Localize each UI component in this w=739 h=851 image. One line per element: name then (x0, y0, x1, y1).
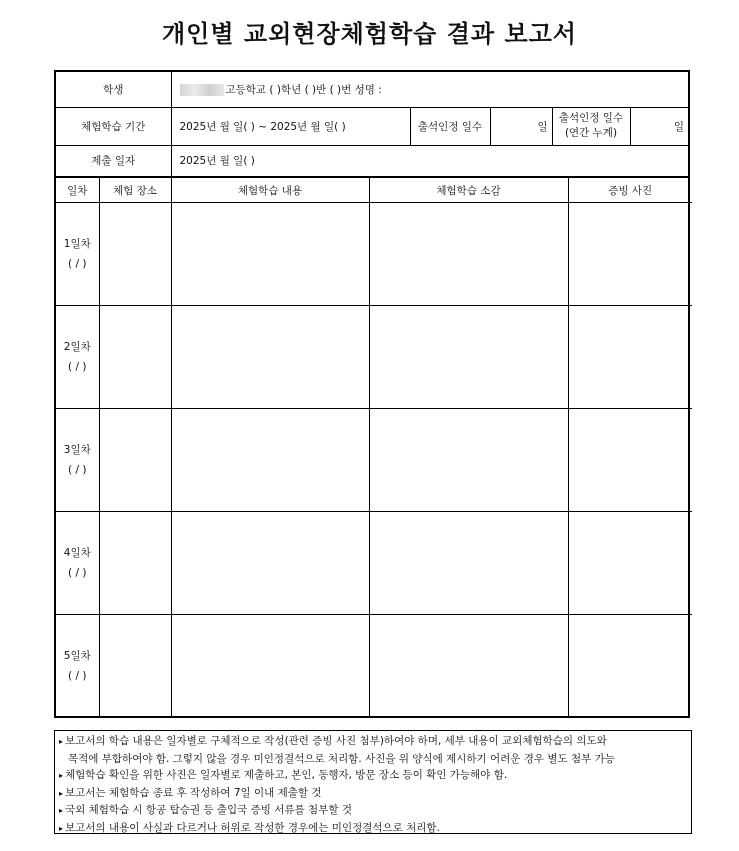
col-day: 일차 (56, 178, 99, 203)
redacted-school-name (180, 84, 224, 96)
note-line: ▸ 보고서는 체험학습 종료 후 작성하여 7일 이내 제출할 것 (59, 786, 322, 799)
attendance-field[interactable]: 일 (490, 107, 552, 145)
info-table (56, 72, 688, 178)
day-label: 5일차 ( / ) (56, 615, 99, 718)
place-cell[interactable] (99, 512, 171, 615)
impression-cell[interactable] (369, 409, 568, 512)
content-cell[interactable] (171, 615, 369, 718)
period-label: 체험학습 기간 (56, 107, 171, 145)
attendance-label: 출석인정 일수 (410, 107, 490, 145)
notes-box (54, 730, 692, 834)
place-cell[interactable] (99, 615, 171, 718)
day-label: 2일차 ( / ) (56, 306, 99, 409)
student-value: 고등학교 ( )학년 ( )반 ( )번 성명 : (225, 83, 382, 96)
attendance-cumulative-label: 출석인정 일수 (연간 누계) (552, 107, 630, 145)
day-row (56, 203, 692, 306)
submit-label: 제출 일자 (56, 145, 171, 177)
photo-cell[interactable] (568, 409, 692, 512)
photo-cell[interactable] (568, 512, 692, 615)
day-row (56, 409, 692, 512)
impression-cell[interactable] (369, 615, 568, 718)
submit-field[interactable]: 2025년 월 일( ) (171, 145, 688, 177)
content-cell[interactable] (171, 409, 369, 512)
col-impression: 체험학습 소감 (369, 178, 568, 203)
place-cell[interactable] (99, 409, 171, 512)
place-cell[interactable] (99, 306, 171, 409)
arrow-bullet-icon: ▸ (59, 788, 64, 798)
note-line: 목적에 부합하여야 함. 그렇지 않을 경우 미인정결석으로 처리함. 사진을 위 양식에 제시하기 어려운 경우 별도 첨부 가능 (68, 752, 615, 765)
page-title: 개인별 교외현장체험학습 결과 보고서 (161, 20, 577, 48)
photo-cell[interactable] (568, 615, 692, 718)
col-content: 체험학습 내용 (171, 178, 369, 203)
report-form (54, 70, 690, 718)
note-line: ▸ 국외 체험학습 시 항공 탑승권 등 출입국 증빙 서류를 첨부할 것 (59, 804, 352, 817)
arrow-bullet-icon: ▸ (59, 771, 64, 781)
col-place: 체험 장소 (99, 178, 171, 203)
note-line: ▸ 보고서의 내용이 사실과 다르거나 허위로 작성한 경우에는 미인정결석으로 처리함. (59, 821, 440, 834)
impression-cell[interactable] (369, 512, 568, 615)
arrow-bullet-icon: ▸ (59, 823, 64, 833)
impression-cell[interactable] (369, 203, 568, 306)
day-label: 3일차 ( / ) (56, 409, 99, 512)
content-cell[interactable] (171, 306, 369, 409)
content-cell[interactable] (171, 203, 369, 306)
day-row (56, 512, 692, 615)
impression-cell[interactable] (369, 306, 568, 409)
arrow-bullet-icon: ▸ (59, 806, 64, 816)
photo-cell[interactable] (568, 203, 692, 306)
col-photo: 증빙 사진 (568, 178, 692, 203)
day-label: 1일차 ( / ) (56, 203, 99, 306)
daily-log-table (56, 178, 692, 717)
photo-cell[interactable] (568, 306, 692, 409)
note-line: ▸ 보고서의 학습 내용은 일자별로 구체적으로 작성(관련 증빙 사진 첨부)하여야 하며, 세부 내용이 교외체험학습의 의도와 (59, 735, 607, 747)
attendance-cumulative-field[interactable]: 일 (630, 107, 688, 145)
content-cell[interactable] (171, 512, 369, 615)
student-label: 학생 (56, 72, 171, 107)
student-field[interactable] (171, 72, 688, 107)
period-field[interactable]: 2025년 월 일( ) ~ 2025년 월 일( ) (171, 107, 410, 145)
day-row (56, 615, 692, 718)
day-row (56, 306, 692, 409)
arrow-bullet-icon: ▸ (59, 737, 64, 746)
place-cell[interactable] (99, 203, 171, 306)
day-label: 4일차 ( / ) (56, 512, 99, 615)
note-line: ▸ 체험학습 확인을 위한 사진은 일자별로 제출하고, 본인, 동행자, 방문 장소 등이 확인 가능해야 함. (59, 769, 508, 782)
